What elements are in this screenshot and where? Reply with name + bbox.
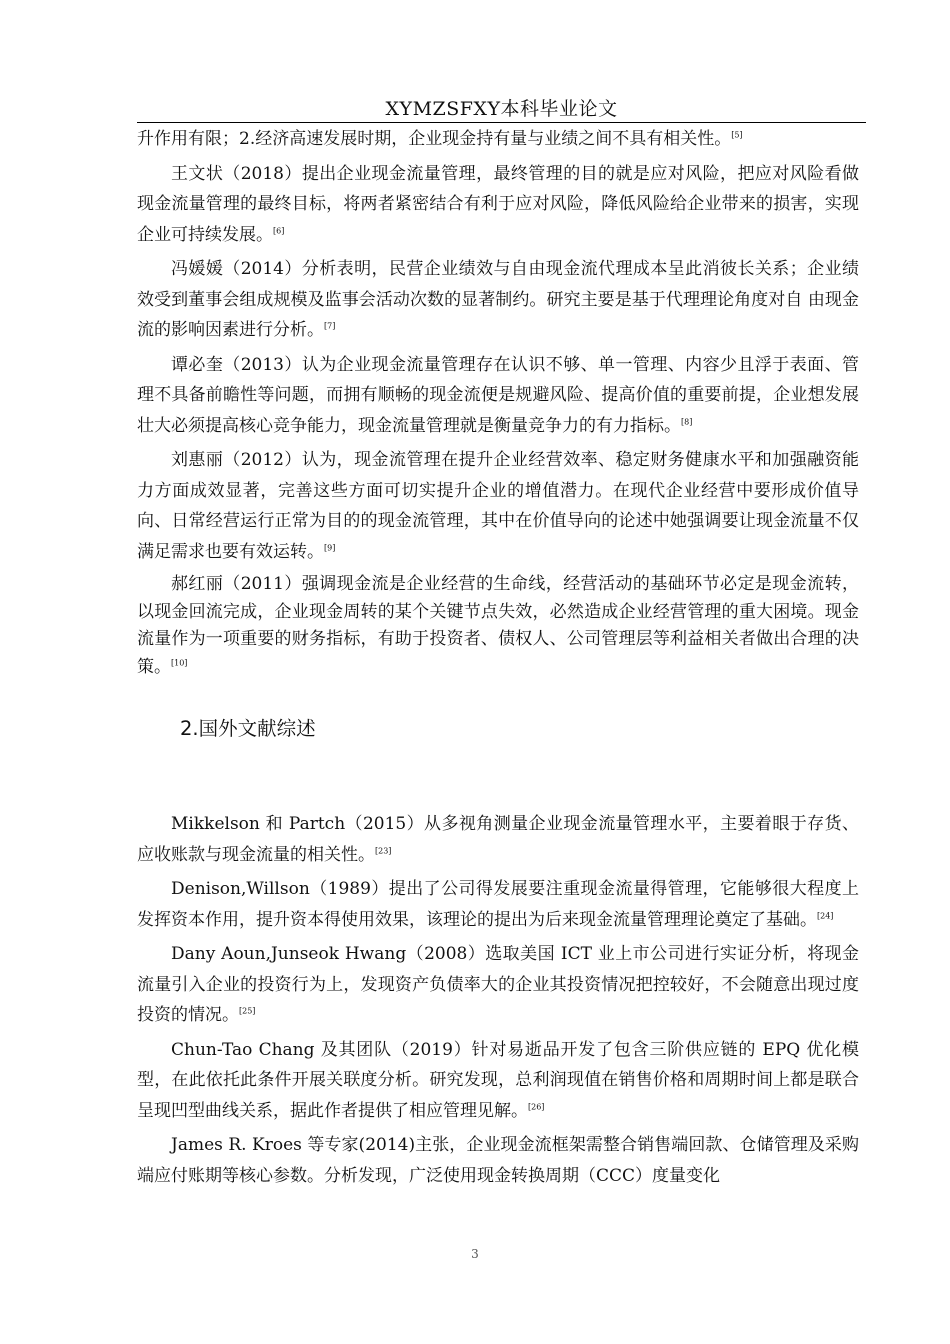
- citation: [9]: [324, 542, 336, 552]
- section-heading: 2.国外文献综述: [180, 717, 316, 740]
- citation: [25]: [239, 1006, 256, 1016]
- paragraph: 冯媛媛（2014）分析表明，民营企业绩效与自由现金流代理成本呈此消彼长关系；企业绩效受到董事会组成规模及监事会活动次数的显著制约。研究主要是基于代理理论角度对自 由现金流的影响因素进行分析。[7]: [137, 259, 859, 340]
- paragraph: Mikkelson 和 Partch（2015）从多视角测量企业现金流量管理水平，主要着眼于存货、应收账款与现金流量的相关性。[23]: [137, 814, 859, 865]
- paragraph: James R. Kroes 等专家(2014)主张，企业现金流框架需整合销售端回款、仓储管理及采购端应付账期等核心参数。分析发现，广泛使用现金转换周期（CCC）度量变化: [137, 1135, 859, 1186]
- citation: [23]: [375, 845, 392, 855]
- citation: [5]: [731, 130, 743, 140]
- paragraph: Denison,Willson（1989）提出了公司得发展要注重现金流量得管理，它能够很大程度上发挥资本作用，提升资本得使用效果，该理论的提出为后来现金流量管理理论奠定了基础。[24]: [137, 879, 859, 930]
- page-header: XYMZSFXY本科毕业论文: [137, 96, 866, 123]
- citation: [7]: [324, 321, 336, 331]
- page-number: 3: [471, 1247, 479, 1261]
- paragraph: Dany Aoun,Junseok Hwang（2008）选取美国 ICT 业上市公司进行实证分析，将现金流量引入企业的投资行为上，发现资产负债率大的企业其投资情况把控较好，不会随意出现过度投资的情况。[25]: [137, 944, 859, 1025]
- paragraph: 郝红丽（2011）强调现金流是企业经营的生命线，经营活动的基础环节必定是现金流转，以现金回流完成，企业现金周转的某个关键节点失效，必然造成企业经营管理的重大困境。现金流量作为一项重要的财务指标，有助于投资者、债权人、公司管理层等利益相关者做出合理的决策。[10]: [137, 574, 859, 677]
- citation: [24]: [817, 910, 834, 920]
- citation: [6]: [273, 225, 285, 235]
- paragraph: 升作用有限；2.经济高速发展时期，企业现金持有量与业绩之间不具有相关性。[5]: [137, 129, 743, 149]
- citation: [8]: [681, 416, 693, 426]
- page-body: [137, 124, 859, 1195]
- paragraph: 刘惠丽（2012）认为，现金流管理在提升企业经营效率、稳定财务健康水平和加强融资能力方面成效显著，完善这些方面可切实提升企业的增值潜力。在现代企业经营中要形成价值导向、日常经营运行正常为目的的现金流管理，其中在价值导向的论述中她强调要让现金流量不仅满足需求也要有效运转。[9]: [137, 450, 859, 562]
- citation: [26]: [528, 1101, 545, 1111]
- paragraph: 王文状（2018）提出企业现金流量管理，最终管理的目的就是应对风险，把应对风险看做现金流量管理的最终目标，将两者紧密结合有利于应对风险，降低风险给企业带来的损害，实现企业可持续发展。[6]: [137, 163, 859, 245]
- paragraph: 谭必奎（2013）认为企业现金流量管理存在认识不够、单一管理、内容少且浮于表面、管理不具备前瞻性等问题，而拥有顺畅的现金流便是规避风险、提高价值的重要前提，企业想发展壮大必须提高核心竞争能力，现金流量管理就是衡量竞争力的有力指标。[8]: [137, 354, 859, 436]
- citation: [10]: [171, 657, 188, 667]
- paragraph: Chun-Tao Chang 及其团队（2019）针对易逝品开发了包含三阶供应链的 EPQ 优化模型，在此依托此条件开展关联度分析。研究发现，总利润现值在销售价格和周期时间上都是联合呈现凹型曲线关系，据此作者提供了相应管理见解。[26]: [137, 1039, 859, 1121]
